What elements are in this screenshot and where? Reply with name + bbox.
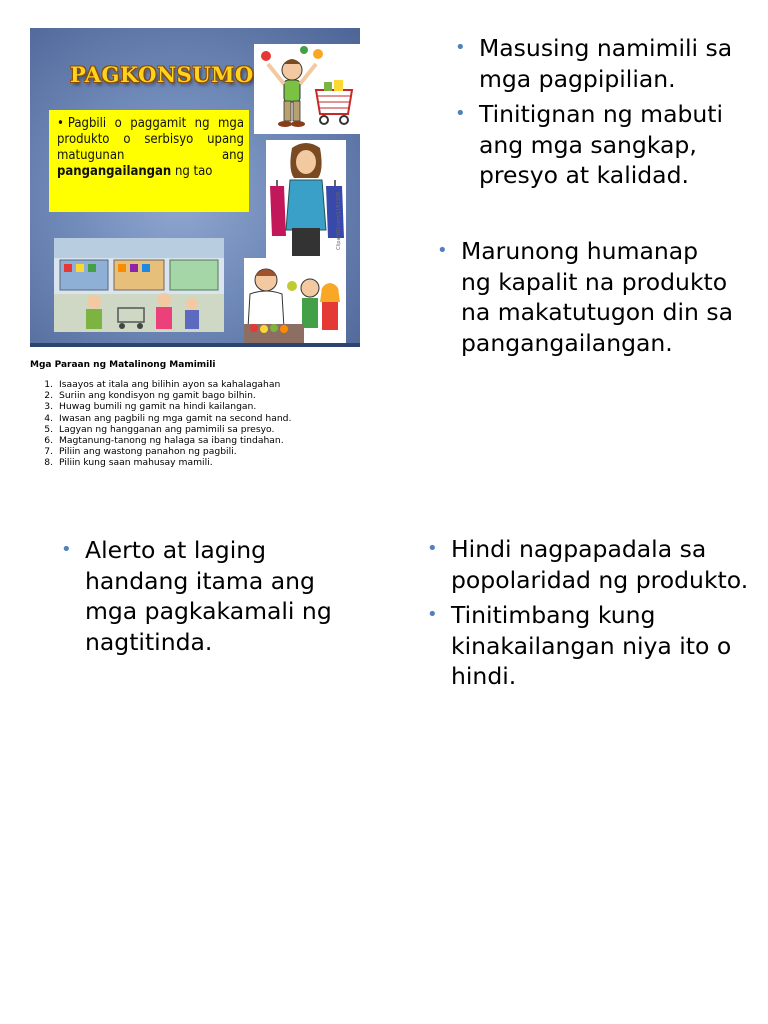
list-item: 8. Piliin kung saan mahusay mamili. [44,457,213,469]
bullet-icon: • [427,538,438,559]
list-item: 5. Lagyan ng hangganan ang pamimili sa presyo. [44,423,275,435]
bullet-icon: • [427,604,438,625]
bullets-bottom-left [58,535,358,662]
list-item: 4. Iwasan ang pagbili ng mga gamit na second hand. [44,412,292,424]
pagkonsumo-slide [30,28,360,347]
bullet-icon: • [437,240,448,261]
bullet-item: • Marunong humanap ng kapalit na produkto na makatutugon din sa pangangailangan. [437,237,733,357]
list-item: 6. Magtanung-tanong ng halaga sa ibang tindahan. [44,435,284,447]
definition-bullet: • [57,116,64,131]
bullet-icon: • [455,37,466,58]
slide-title: PAGKONSUMO [70,62,254,87]
bullet-item: • Tinitimbang kung kinakailangan niya ito o hindi. [427,601,732,690]
bullets-middle-right [434,236,734,363]
definition-text-start: Pagbili o paggamit ng mga produkto o serbisyo upang matugunan ang [57,116,244,163]
vendor-customers-illustration [244,258,346,343]
tips-list [30,379,291,469]
watermark-text: ClipartOf.com/1192308 [336,191,342,250]
bullet-icon: • [61,539,72,560]
definition-box [49,110,249,212]
woman-clothes-illustration [266,140,346,260]
list-item: 2. Suriin ang kondisyon ng gamit bago bilhin. [44,390,256,402]
bullet-icon: • [455,103,466,124]
shopper-cart-illustration [254,44,360,134]
definition-text-end: ng tao [171,164,213,179]
bullet-item: • Tinitignan ng mabuti ang mga sangkap, presyo at kalidad. [455,100,724,189]
bullet-item: • Hindi nagpapadala sa popolaridad ng produkto. [427,535,749,594]
bullets-bottom-right [424,534,754,697]
list-item: 1. Isaayos at itala ang bilihin ayon sa kahalagahan [44,379,281,390]
list-item: 3. Huwag bumili ng gamit na hindi kailangan. [44,401,257,413]
definition-text-bold: pangangailangan [57,164,172,179]
bullet-item: • Alerto at laging handang itama ang mga pagkakamali ng nagtitinda. [61,536,332,656]
bullets-top-right [452,33,752,196]
bullet-item: • Masusing namimili sa mga pagpipilian. [455,34,733,93]
supermarket-illustration [54,238,224,332]
tips-title: Mga Paraan ng Matalinong Mamimili [30,360,216,370]
list-item: 7. Piliin ang wastong panahon ng pagbili. [44,446,237,458]
